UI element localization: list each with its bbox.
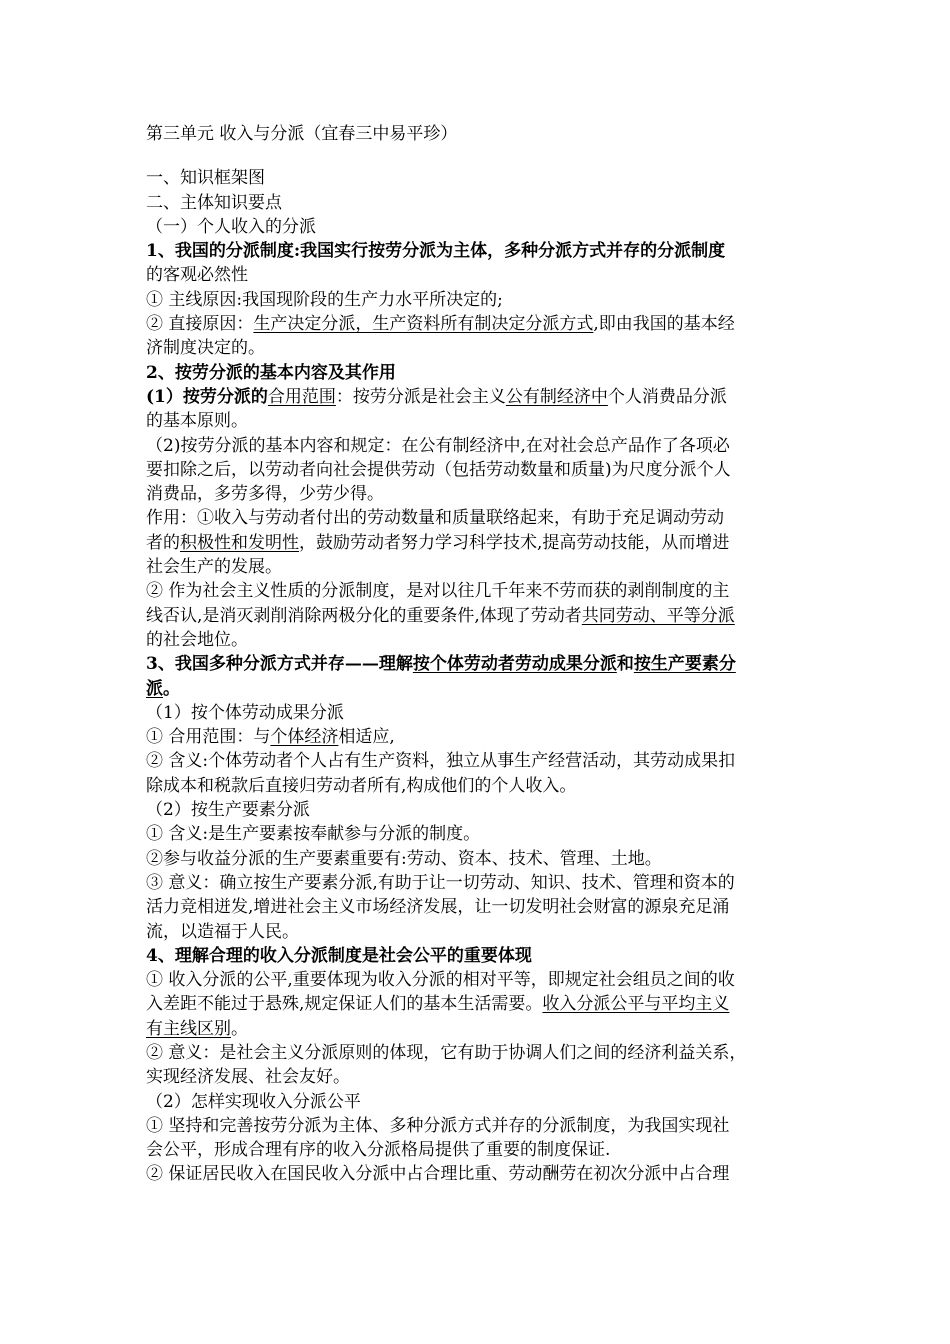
text-segment: （1）按个体劳动成果分派	[146, 702, 344, 723]
text-line	[146, 677, 816, 701]
text-segment: ②参与收益分派的生产要素重要有:劳动、资本、技术、管理、土地。	[146, 848, 662, 869]
text-line	[146, 920, 816, 944]
text-line	[146, 847, 816, 871]
text-segment: ① 收入分派的公平,重要体现为收入分派的相对平等，即规定社会组员之间的收	[146, 970, 735, 991]
text-segment: 实现经济发展、社会友好。	[146, 1067, 350, 1088]
text-line	[146, 409, 816, 433]
text-segment: （2）按生产要素分派	[146, 800, 310, 821]
document-body	[146, 122, 816, 1187]
text-line	[146, 166, 816, 190]
underlined-text: 有主线区别	[146, 1018, 231, 1039]
text-line	[146, 215, 816, 239]
text-segment: 者的	[146, 532, 180, 553]
text-segment: ② 直接原因：	[146, 314, 254, 335]
text-segment: ① 主线原因:我国现阶段的生产力水平所决定的;	[146, 289, 503, 310]
spacer	[146, 146, 816, 166]
text-line	[146, 531, 816, 555]
text-line	[146, 555, 816, 579]
text-segment: 和	[616, 654, 634, 675]
text-line	[146, 385, 816, 409]
text-segment: 2、按劳分派的基本内容及其作用	[146, 362, 396, 383]
text-segment: 相适应,	[338, 727, 395, 748]
text-line	[146, 604, 816, 628]
text-line	[146, 895, 816, 919]
text-segment: ① 含义:是生产要素按奉献参与分派的制度。	[146, 824, 481, 845]
text-line	[146, 968, 816, 992]
text-segment: 消费品，多劳多得，少劳少得。	[146, 484, 384, 505]
text-line	[146, 1041, 816, 1065]
text-segment: ② 含义:个体劳动者个人占有生产资料，独立从事生产经营活动，其劳动成果扣	[146, 751, 736, 772]
text-line	[146, 361, 816, 385]
text-line	[146, 579, 816, 603]
underlined-text: 合用范围	[267, 386, 336, 407]
underlined-text: 个体经济	[270, 727, 339, 748]
text-segment: （2）怎样实现收入分派公平	[146, 1091, 361, 1112]
text-line	[146, 263, 816, 287]
text-line	[146, 798, 816, 822]
text-segment: 要扣除之后，以劳动者向社会提供劳动（包括劳动数量和质量)为尺度分派个人	[146, 459, 731, 480]
underlined-text: 按生产要素分	[633, 654, 736, 675]
text-segment: （一）个人收入的分派	[146, 216, 316, 237]
text-segment: 4、理解合理的收入分派制度是社会公平的重要体现	[146, 945, 532, 966]
text-line	[146, 288, 816, 312]
underlined-text: 共同劳动、平等分派	[581, 605, 735, 626]
document-title: 第三单元 收入与分派（宜春三中易平珍）	[146, 124, 458, 144]
text-line	[146, 749, 816, 773]
text-segment: ：按劳分派是社会主义	[335, 386, 506, 407]
text-segment: ② 意义：是社会主义分派原则的体现，它有助于协调人们之间的经济利益关系，	[146, 1042, 747, 1063]
underlined-text: 生产决定分派，生产资料所有制决定分派方式	[253, 314, 594, 335]
text-line	[146, 434, 816, 458]
text-line	[146, 482, 816, 506]
text-segment: 会公平，形成合理有序的收入分派格局提供了重要的制度保证.	[146, 1140, 611, 1161]
text-line	[146, 652, 816, 676]
text-segment: ② 保证居民收入在国民收入分派中占合理比重、劳动酬劳在初次分派中占合理	[146, 1164, 730, 1185]
text-segment: ② 作为社会主义性质的分派制度，是对以往几千年来不劳而获的剥削制度的主	[146, 581, 730, 602]
text-segment: 一、知识框架图	[146, 168, 265, 189]
text-line	[146, 336, 816, 360]
text-segment: 社会生产的发展。	[146, 557, 282, 578]
text-line	[146, 191, 816, 215]
text-line	[146, 1090, 816, 1114]
text-line	[146, 871, 816, 895]
text-lines	[146, 166, 816, 1186]
text-line	[146, 506, 816, 530]
text-line	[146, 822, 816, 846]
text-segment: 除成本和税款后直接归劳动者所有,构成他们的个人收入。	[146, 775, 577, 796]
text-segment: 入差距不能过于悬殊,规定保证人们的基本生活需要。	[146, 994, 543, 1015]
text-segment: 1、我国的分派制度:我国实行按劳分派为主体，多种分派方式并存的分派制度	[146, 241, 726, 262]
text-segment: ,即由我国的基本经	[593, 314, 735, 335]
text-segment: ③ 意义：确立按生产要素分派,有助于让一切劳动、知识、技术、管理和资本的	[146, 872, 735, 893]
text-line	[146, 944, 816, 968]
underlined-text: 按个体劳动者劳动成果分派	[412, 654, 617, 675]
text-line	[146, 1065, 816, 1089]
text-line	[146, 992, 816, 1016]
text-line	[146, 774, 816, 798]
text-segment: ① 坚持和完善按劳分派为主体、多种分派方式并存的分派制度，为我国实现社	[146, 1115, 730, 1136]
text-segment: 线否认,是消灭剥削消除两极分化的重要条件,体现了劳动者	[146, 605, 582, 626]
text-segment: 的社会地位。	[146, 629, 248, 650]
text-line	[146, 701, 816, 725]
text-line	[146, 239, 816, 263]
text-line	[146, 1017, 816, 1041]
text-segment: (1）按劳分派的	[146, 386, 268, 407]
text-segment: 二、主体知识要点	[146, 192, 282, 213]
text-segment: 的客观必然性	[146, 265, 248, 286]
underlined-text: 派	[146, 678, 163, 699]
text-segment: 。	[163, 678, 180, 699]
text-line	[146, 1138, 816, 1162]
text-segment: 个人消费品分派	[607, 386, 727, 407]
underlined-text: 收入分派公平与平均主义	[542, 994, 730, 1015]
text-segment: （2)按劳分派的基本内容和规定：在公有制经济中,在对社会总产品作了各项必	[146, 435, 730, 456]
text-line	[146, 1162, 816, 1186]
text-line	[146, 628, 816, 652]
text-line	[146, 725, 816, 749]
text-segment: 的基本原则。	[146, 411, 248, 432]
text-segment: 。	[231, 1018, 248, 1039]
text-line	[146, 458, 816, 482]
text-segment: 活力竞相迸发,增进社会主义市场经济发展，让一切发明社会财富的源泉充足涌	[146, 897, 730, 918]
underlined-text: 积极性和发明性	[180, 532, 299, 553]
text-segment: 流，以造福于人民。	[146, 921, 299, 942]
text-segment: ，鼓励劳动者努力学习科学技术,提高劳动技能，从而增进	[299, 532, 730, 553]
text-segment: ① 合用范围：与	[146, 727, 271, 748]
underlined-text: 公有制经济中	[505, 386, 608, 407]
text-line	[146, 1114, 816, 1138]
text-segment: 济制度决定的。	[146, 338, 265, 359]
text-line	[146, 312, 816, 336]
text-segment: 作用：①收入与劳动者付出的劳动数量和质量联络起来，有助于充足调动劳动	[146, 508, 724, 529]
text-segment: 3、我国多种分派方式并存——理解	[146, 654, 413, 675]
